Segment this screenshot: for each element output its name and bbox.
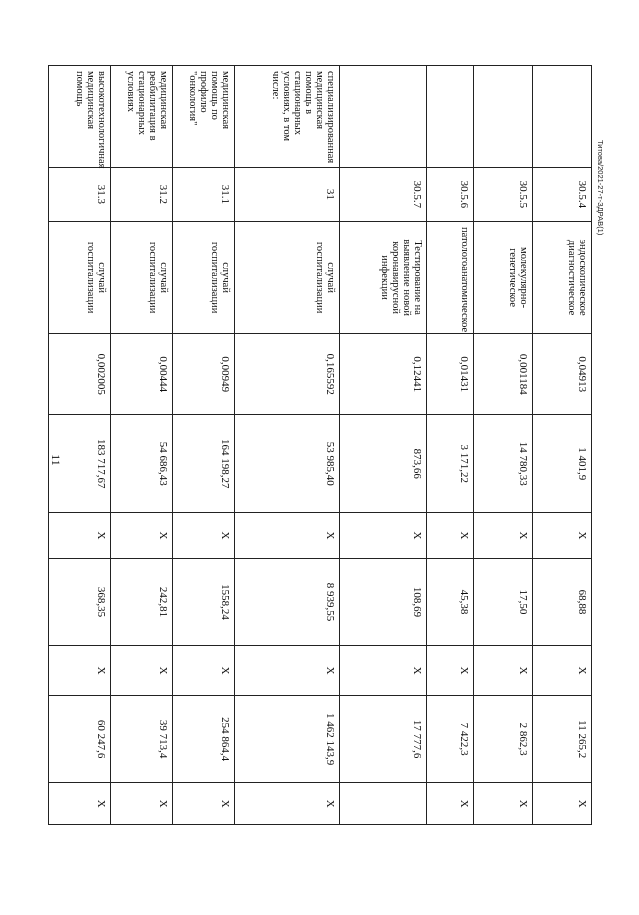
table-cell-c6: 11 265,2 [533,696,592,783]
table-body [49,66,592,825]
table-cell-c5: X [111,646,173,696]
table-cell-c7: X [474,783,533,825]
table-cell-c6: 17 777,6 [340,696,427,783]
table-cell-c3: X [474,513,533,559]
table-cell-name [427,66,474,168]
table-cell-name [533,66,592,168]
table-cell-code: 30.5.6 [427,167,474,221]
table-row [474,66,533,825]
data-table [48,65,592,825]
table-cell-unit: эндоскопическое диагностическое [533,221,592,333]
table-cell-c4: 8 939,55 [235,558,340,645]
table-cell-unit: случай госпитализации [235,221,340,333]
table-cell-name: медицинская реабилитация в стационарных условиях [111,66,173,168]
table-cell-c6: 39 713,4 [111,696,173,783]
table-cell-c3: X [235,513,340,559]
table-row [340,66,427,825]
rotated-table-wrapper [52,65,592,915]
table-cell-unit: случай госпитализации [111,221,173,333]
table-cell-name: специализированная медицинская помощь в стационарных условиях, в том числе: [235,66,340,168]
table-cell-c7: X [427,783,474,825]
table-cell-c3: X [533,513,592,559]
table-cell-c6: 60 247,6 [49,696,111,783]
table-cell-c5: X [533,646,592,696]
table-cell-c5: X [173,646,235,696]
table-cell-c5: X [235,646,340,696]
table-cell-c4: 68,88 [533,558,592,645]
table-cell-c2: 164 198,27 [173,415,235,513]
table-cell-c4: 368,35 [49,558,111,645]
table-cell-c1: 0,12441 [340,334,427,415]
table-cell-c4: 45,38 [427,558,474,645]
table-cell-c6: 254 864,4 [173,696,235,783]
table-cell-c6: 2 862,3 [474,696,533,783]
table-cell-code: 30.5.5 [474,167,533,221]
table-cell-c7: X [533,783,592,825]
table-cell-c5: X [340,646,427,696]
table-cell-code: 31.1 [173,167,235,221]
table-cell-name [340,66,427,168]
table-cell-unit: случай госпитализации [173,221,235,333]
table-cell-c1: 0,01431 [427,334,474,415]
document-footer: Титова/2021-27-т-ЗДРАВ(1) [596,140,605,236]
table-cell-c2: 183 717,67 [49,415,111,513]
table-cell-c4: 1558,24 [173,558,235,645]
table-cell-c2: 54 686,43 [111,415,173,513]
table-cell-c2: 14 780,33 [474,415,533,513]
table-row [235,66,340,825]
table-cell-unit: патологоанатомическое [427,221,474,333]
table-cell-name: высокотехнологичная медицинская помощь [49,66,111,168]
table-cell-c7: X [49,783,111,825]
page-number: 11 [49,454,63,466]
table-cell-c3: X [49,513,111,559]
table-cell-c7: X [111,783,173,825]
table-cell-c7 [340,783,427,825]
table-cell-code: 30.5.7 [340,167,427,221]
table-cell-unit: случай госпитализации [49,221,111,333]
table-cell-c6: 7 422,3 [427,696,474,783]
table-row [173,66,235,825]
table-cell-c6: 1 462 143,9 [235,696,340,783]
table-cell-c5: X [427,646,474,696]
table-row [427,66,474,825]
table-cell-unit: молекулярно-генетическое [474,221,533,333]
table-cell-c3: X [173,513,235,559]
table-cell-unit: Тестирование на выявление новой коронавирусной инфекции [340,221,427,333]
table-cell-name [474,66,533,168]
table-cell-c4: 17,50 [474,558,533,645]
table-cell-c2: 3 171,22 [427,415,474,513]
table-cell-c1: 0,00444 [111,334,173,415]
table-cell-c3: X [340,513,427,559]
table-cell-c4: 108,69 [340,558,427,645]
table-cell-c2: 53 985,40 [235,415,340,513]
table-cell-c4: 242,81 [111,558,173,645]
table-cell-c7: X [235,783,340,825]
table-cell-code: 31.2 [111,167,173,221]
table-cell-code: 30.5.4 [533,167,592,221]
table-cell-c1: 0,04913 [533,334,592,415]
table-cell-c2: 1 401,9 [533,415,592,513]
table-cell-c3: X [111,513,173,559]
table-cell-c5: X [474,646,533,696]
table-row [49,66,111,825]
table-cell-c2: 873,66 [340,415,427,513]
table-cell-c5: X [49,646,111,696]
table-row [111,66,173,825]
table-cell-c3: X [427,513,474,559]
table-row [533,66,592,825]
table-cell-c7: X [173,783,235,825]
table-cell-code: 31 [235,167,340,221]
table-cell-name: медицинская помощь по профилю "онкология" [173,66,235,168]
table-cell-c1: 0,002005 [49,334,111,415]
table-cell-code: 31.3 [49,167,111,221]
table-cell-c1: 0,165592 [235,334,340,415]
table-cell-c1: 0,00949 [173,334,235,415]
table-cell-c1: 0,001184 [474,334,533,415]
